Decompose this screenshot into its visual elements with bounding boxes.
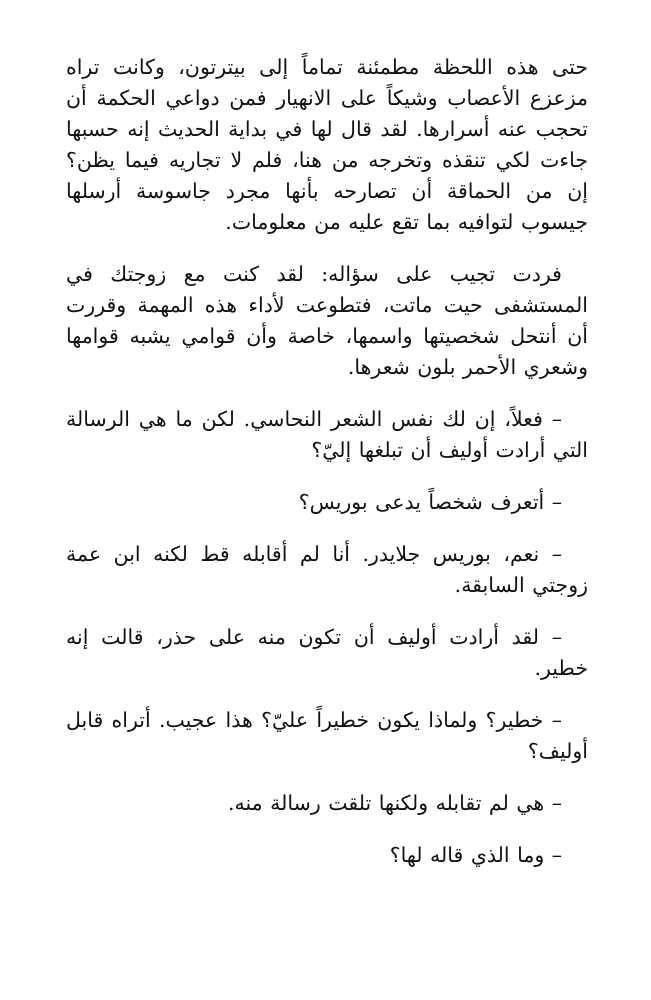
book-page: [66, 52, 588, 892]
dialogue-line: – أتعرف شخصاً يدعى بوريس؟: [298, 490, 562, 514]
paragraph: فردت تجيب على سؤاله: لقد كنت مع زوجتك في المستشفى حيت ماتت، فتطوعت لأداء هذه المهمة وقررت أن أنتحل شخصيتها واسمها، خاصة وأن قوامي يشبه قوامها وشعري الأحمر بلون شعرها.: [66, 262, 588, 379]
paragraph: حتى هذه اللحظة مطمئنة تماماً إلى بيترتون، وكانت تراه مزعزع الأعصاب وشيكاً على الانهيار فمن دواعي الحكمة أن تحجب عنه أسرارها. لقد قال لها في بداية الحديث إنه حسبها جاءت لكي تنقذه وتخرجه من هنا، فلم لا تجاريه فيما يظن؟ إن من الحماقة أن تصارحه بأنها مجرد جاسوسة أرسلها جيسوب لتوافيه بما تقع عليه من معلومات.: [66, 55, 588, 234]
dialogue-line: – فعلاً، إن لك نفس الشعر النحاسي. لكن ما هي الرسالة التي أرادت أوليف أن تبلغها إليّ؟: [66, 407, 588, 462]
dialogue-line: – خطير؟ ولماذا يكون خطيراً عليّ؟ هذا عجيب. أتراه قابل أوليف؟: [66, 708, 588, 763]
dialogue-line: – لقد أرادت أوليف أن تكون منه على حذر، قالت إنه خطير.: [66, 625, 588, 680]
dialogue-line: – هي لم تقابله ولكنها تلقت رسالة منه.: [227, 791, 562, 815]
dialogue-line: – وما الذي قاله لها؟: [389, 843, 562, 867]
dialogue-line: – نعم، بوريس جلايدر. أنا لم أقابله قط لكنه ابن عمة زوجتي السابقة.: [66, 542, 588, 597]
